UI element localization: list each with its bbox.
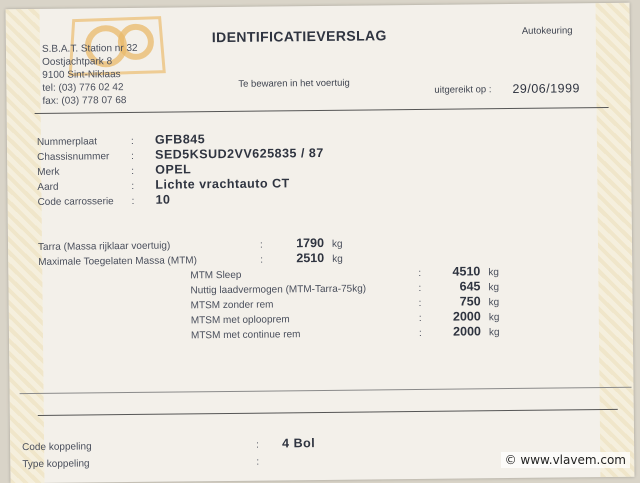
unbraked-value: 750 <box>459 294 481 309</box>
overrun-brake-unit: kg <box>488 312 500 324</box>
document-category: Autokeuring <box>521 25 573 37</box>
colon: : <box>259 239 263 251</box>
issued-date: 29/06/1999 <box>512 81 581 96</box>
body-code-value: 10 <box>155 192 171 207</box>
tow-mass-unit: kg <box>488 267 499 279</box>
document-title: IDENTIFICATIEVERSLAG <box>211 27 387 46</box>
continuous-brake-label: MTSM met continue rem <box>190 329 301 342</box>
chassis-value: SED5KSUD2VV625835 / 87 <box>154 145 324 162</box>
coupling-type-label: Type koppeling <box>22 458 90 471</box>
colon: : <box>418 282 422 294</box>
overrun-brake-label: MTSM met oplooprem <box>190 314 290 327</box>
overrun-brake-value: 2000 <box>452 309 481 324</box>
colon: : <box>418 312 422 324</box>
right-perforation-strip <box>596 3 635 477</box>
org-phone: tel: (03) 776 02 42 <box>42 82 124 94</box>
colon: : <box>260 254 264 266</box>
colon: : <box>418 327 422 339</box>
coupling-code-value: 4 Bol <box>282 436 316 451</box>
tow-mass-label: MTM Sleep <box>190 269 242 282</box>
chassis-label: Chassisnummer <box>37 151 110 163</box>
mtm-unit: kg <box>332 253 343 265</box>
tow-mass-value: 4510 <box>452 264 481 279</box>
type-value: Lichte vrachtauto CT <box>155 176 290 192</box>
colon: : <box>130 135 134 147</box>
mtm-label: Maximale Toegelaten Massa (MTM) <box>38 255 198 268</box>
tear-line <box>20 387 632 394</box>
continuous-brake-value: 2000 <box>453 324 482 339</box>
continuous-brake-unit: kg <box>488 327 500 339</box>
coupling-divider <box>38 409 618 416</box>
payload-unit: kg <box>488 282 500 294</box>
org-city: 9100 Sint-Niklaas <box>42 69 121 81</box>
type-label: Aard <box>37 181 59 193</box>
colon: : <box>256 439 259 451</box>
colon: : <box>131 195 135 207</box>
org-street: Oostjachtpark 8 <box>42 56 113 68</box>
payload-label: Nuttig laadvermogen (MTM-Tarra-75kg) <box>190 283 367 297</box>
keep-in-vehicle-note: Te bewaren in het voertuig <box>238 77 350 90</box>
brand-label: Merk <box>37 166 60 178</box>
coupling-code-label: Code koppeling <box>22 441 92 454</box>
issued-label: uitgereikt op : <box>434 84 492 96</box>
tare-label: Tarra (Massa rijklaar voertuig) <box>37 240 171 253</box>
colon: : <box>418 267 422 279</box>
colon: : <box>131 180 135 192</box>
colon: : <box>418 297 422 309</box>
header-divider <box>35 107 609 114</box>
mtm-value: 2510 <box>296 250 325 266</box>
org-name: S.B.A.T. Station nr 32 <box>41 42 138 55</box>
colon: : <box>256 456 260 468</box>
tare-value: 1790 <box>296 235 325 251</box>
unbraked-unit: kg <box>488 297 500 309</box>
brand-value: OPEL <box>155 162 192 177</box>
colon: : <box>131 165 135 177</box>
unbraked-label: MTSM zonder rem <box>190 299 274 312</box>
plate-label: Nummerplaat <box>36 136 98 148</box>
payload-value: 645 <box>459 279 481 294</box>
plate-value: GFB845 <box>154 132 206 147</box>
inspection-document <box>6 3 635 483</box>
watermark: © www.vlavem.com <box>501 452 630 468</box>
body-code-label: Code carrosserie <box>37 196 114 208</box>
org-fax: fax: (03) 778 07 68 <box>42 95 127 107</box>
tare-unit: kg <box>331 238 343 250</box>
colon: : <box>131 150 134 162</box>
